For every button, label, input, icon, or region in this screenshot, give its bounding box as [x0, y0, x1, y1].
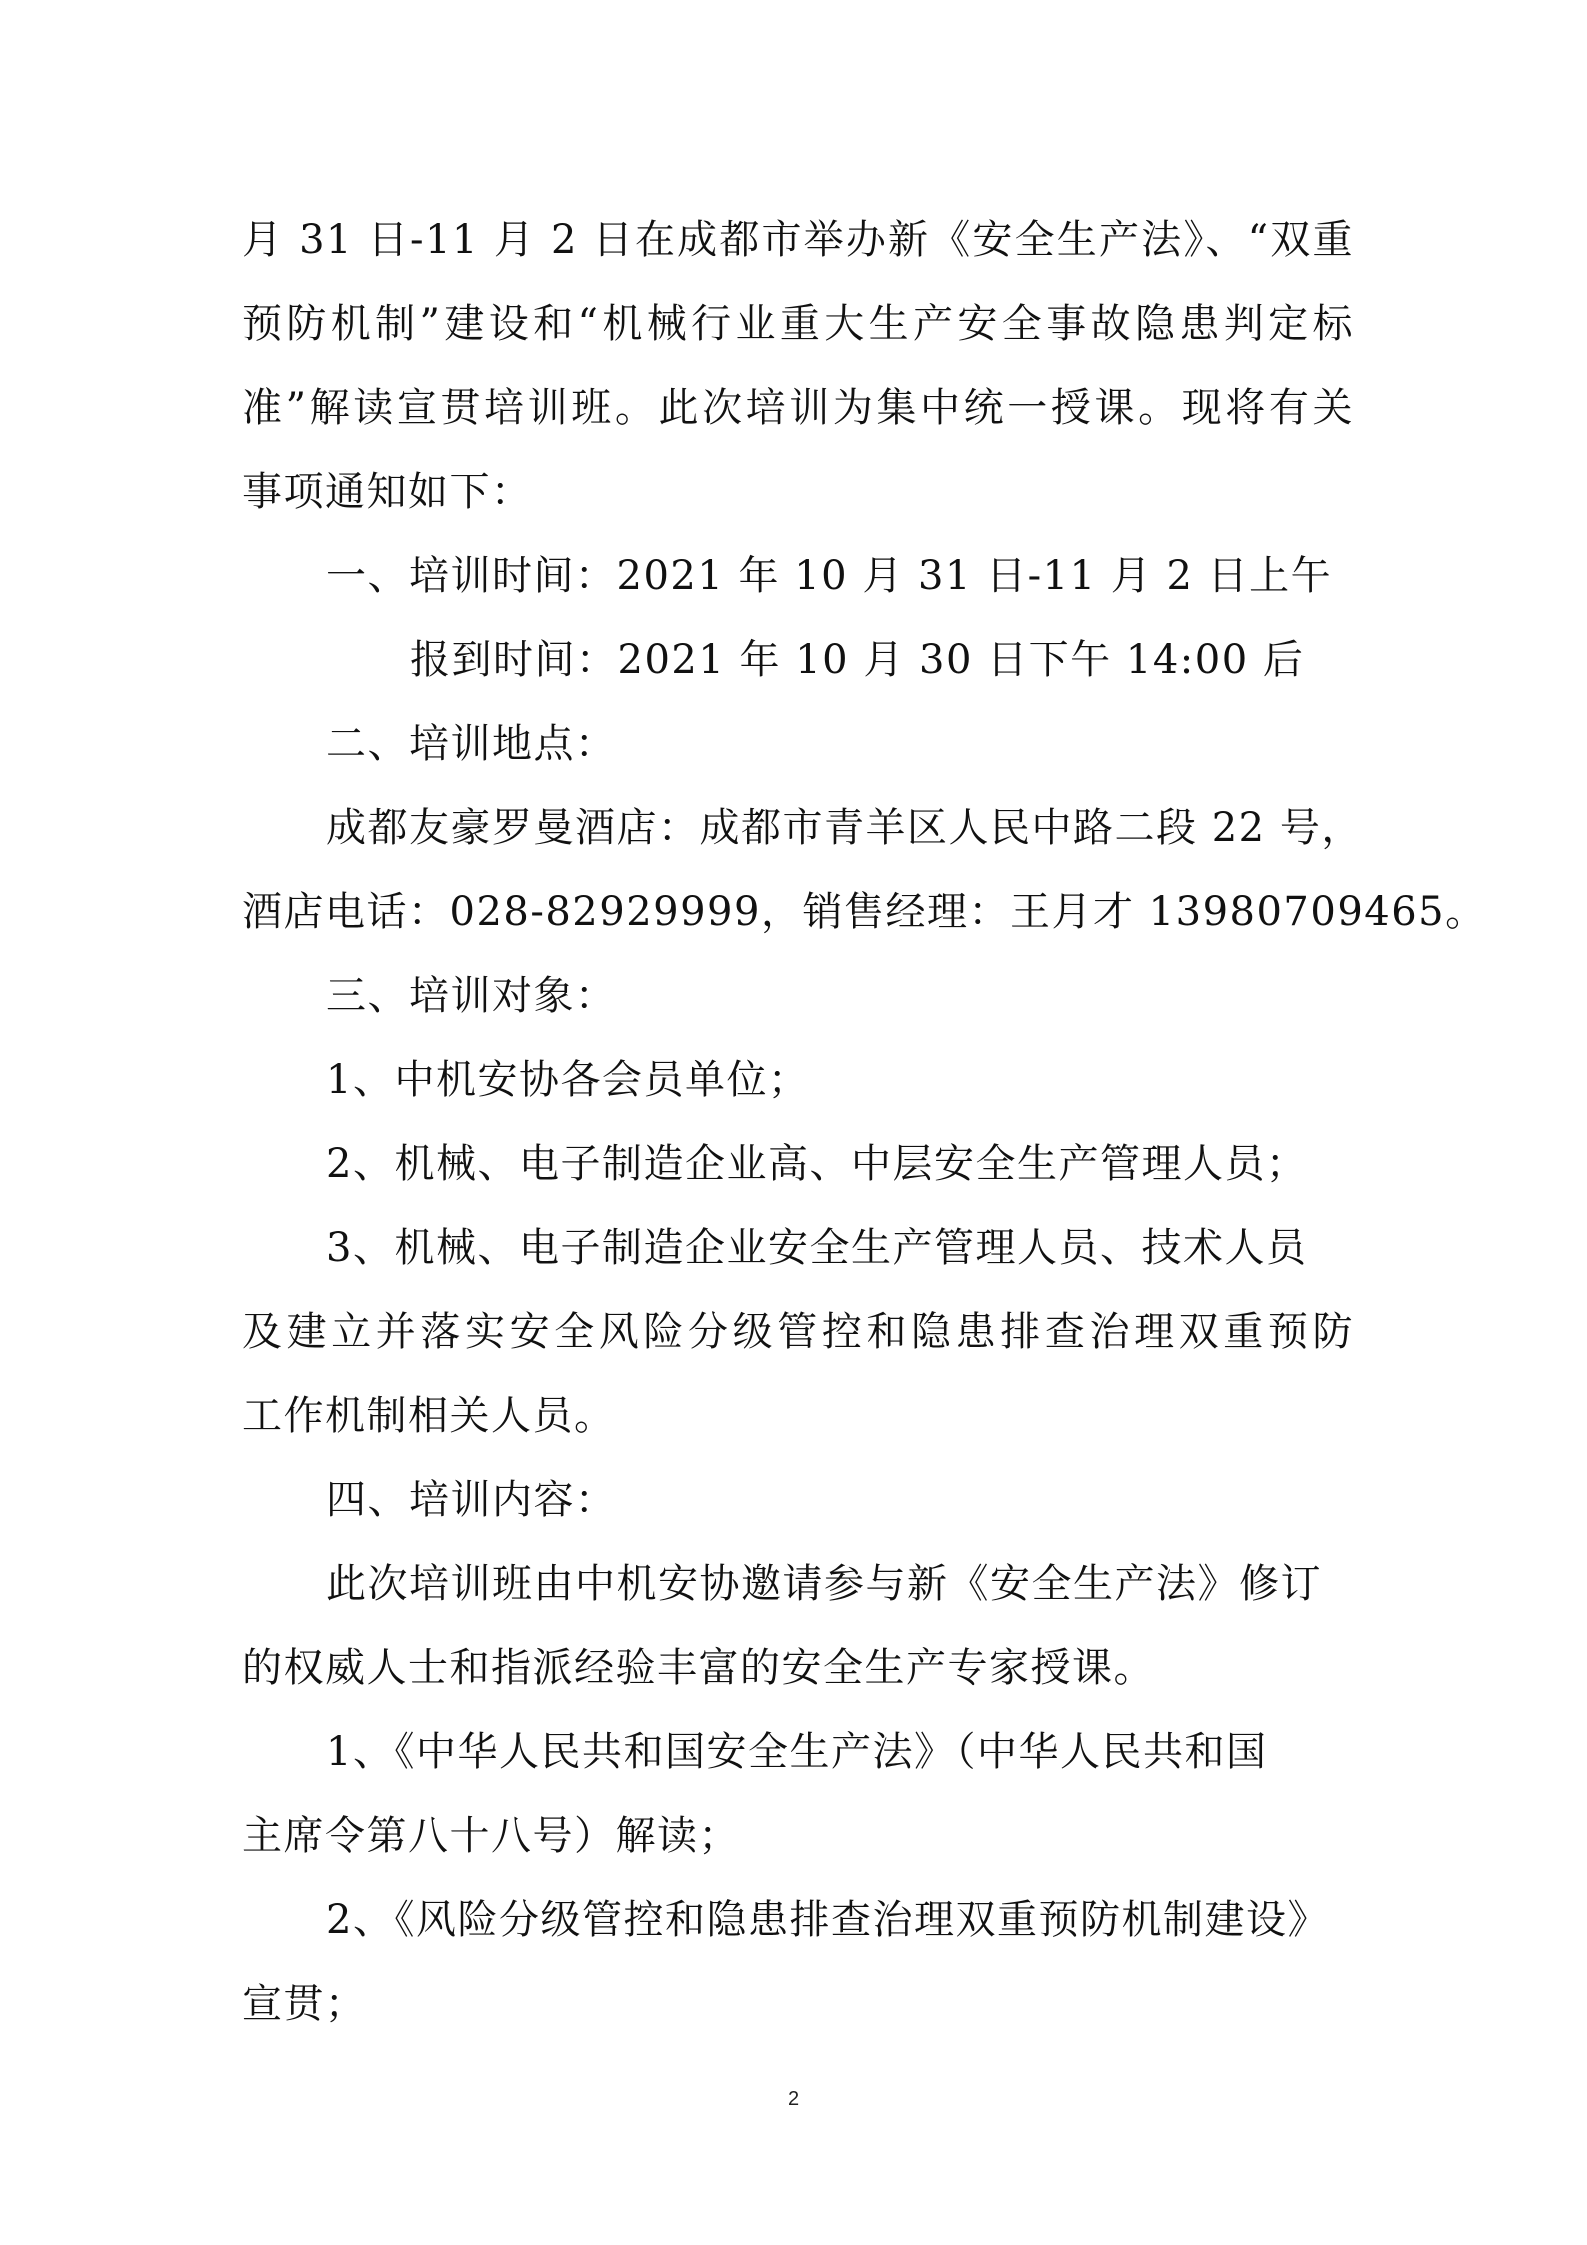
paragraph-line: 预防机制”建设和“机械行业重大生产安全事故隐患判定标 — [242, 301, 1354, 347]
list-item: 2、《风险分级管控和隐患排查治理双重预防机制建设》 — [326, 1897, 1329, 1943]
list-item-continuation: 主席令第八十八号）解读； — [242, 1813, 740, 1859]
list-item: 1、《中华人民共和国安全生产法》（中华人民共和国 — [326, 1729, 1268, 1775]
page-number: 2 — [787, 2088, 800, 2110]
registration-time-line: 报到时间：2021 年 10 月 30 日下午 14:00 后 — [410, 637, 1305, 683]
section-heading-training-content: 四、培训内容： — [326, 1477, 617, 1523]
hotel-address-line: 成都友豪罗曼酒店：成都市青羊区人民中路二段 22 号， — [326, 805, 1363, 851]
list-item: 2、机械、电子制造企业高、中层安全生产管理人员； — [326, 1141, 1308, 1187]
paragraph-line: 的权威人士和指派经验丰富的安全生产专家授课。 — [242, 1645, 1155, 1691]
paragraph-line: 月 31 日-11 月 2 日在成都市举办新《安全生产法》、“双重 — [242, 217, 1354, 263]
paragraph-line: 此次培训班由中机安协邀请参与新《安全生产法》修订 — [326, 1561, 1322, 1607]
section-heading-training-time: 一、培训时间：2021 年 10 月 31 日-11 月 2 日上午 — [326, 553, 1333, 599]
hotel-contact-line: 酒店电话：028-82929999，销售经理：王月才 13980709465。 — [242, 889, 1487, 935]
section-heading-training-target: 三、培训对象： — [326, 973, 617, 1019]
paragraph-line: 准”解读宣贯培训班。此次培训为集中统一授课。现将有关 — [242, 385, 1354, 431]
list-item: 1、中机安协各会员单位； — [326, 1057, 810, 1103]
document-body — [242, 198, 1487, 2046]
list-item-continuation: 工作机制相关人员。 — [242, 1393, 616, 1439]
list-item-continuation: 宣贯； — [242, 1981, 367, 2027]
list-item: 3、机械、电子制造企业安全生产管理人员、技术人员 — [326, 1225, 1308, 1271]
section-heading-training-location: 二、培训地点： — [326, 721, 617, 767]
paragraph-line: 事项通知如下： — [242, 469, 533, 515]
list-item-continuation: 及建立并落实安全风险分级管控和隐患排查治理双重预防 — [242, 1309, 1354, 1355]
